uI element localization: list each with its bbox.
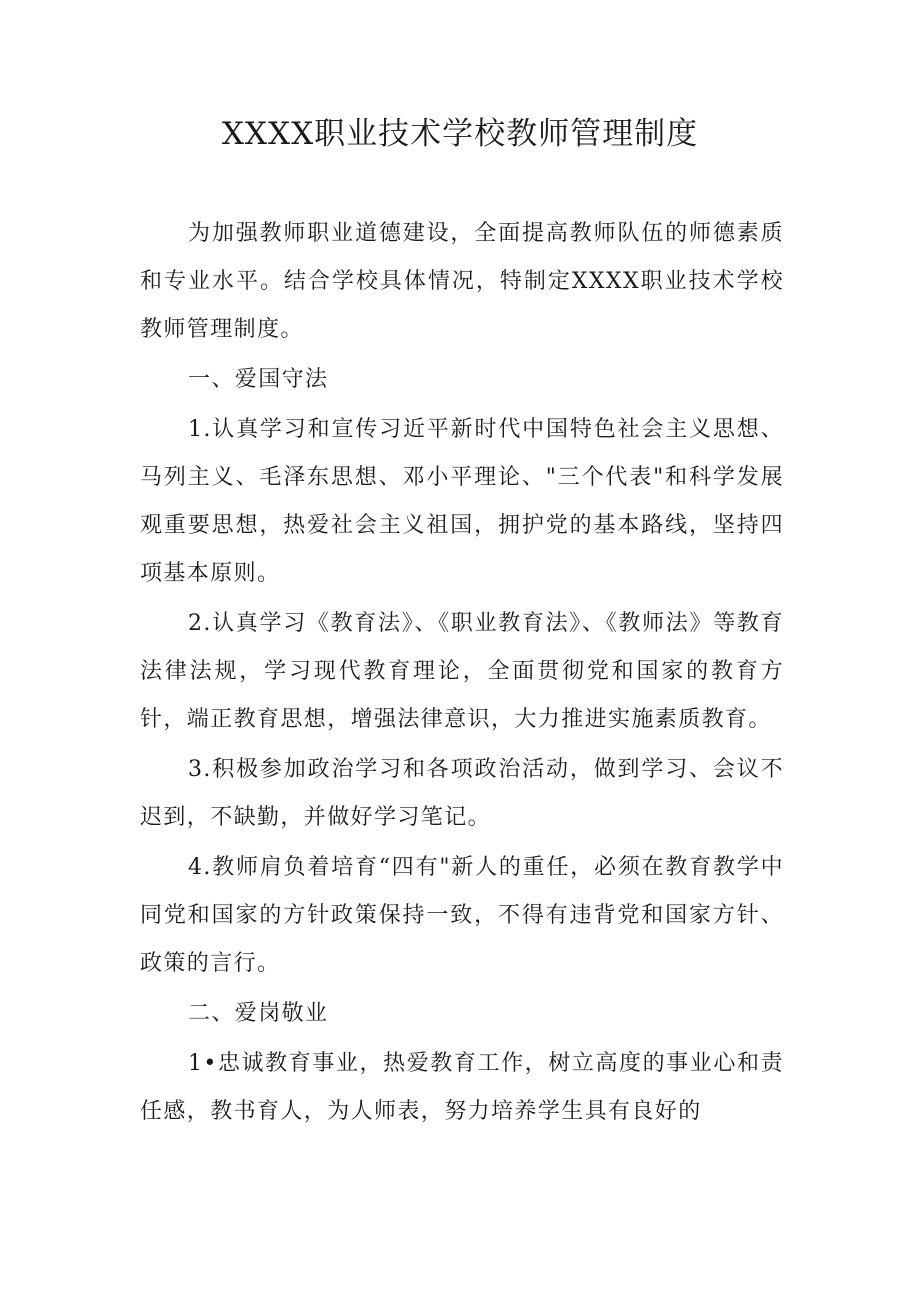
list-item: 4.教师肩负着培育“四有"新人的重任，必须在教育教学中同党和国家的方针政策保持一致，不得有违背党和国家方针、政策的言行。	[140, 855, 784, 976]
list-item: 3.积极参加政治学习和各项政治活动，做到学习、会议不迟到，不缺勤，并做好学习笔记。	[140, 757, 784, 830]
section-heading-patriotism: 一、爱国守法	[188, 367, 329, 392]
document-body	[140, 210, 784, 1138]
intro-paragraph: 为加强教师职业道德建设，全面提高教师队伍的师德素质和专业水平。结合学校具体情况，特制定XXXX职业技术学校教师管理制度。	[140, 221, 784, 342]
section-heading-dedication: 二、爱岗敬业	[188, 1001, 329, 1026]
document-title: XXXX职业技术学校教师管理制度	[221, 116, 699, 152]
list-item: 2.认真学习《教育法》、《职业教育法》、《教师法》等教育法律法规，学习现代教育理论，全面贯彻党和国家的教育方针，端正教育思想，增强法律意识，大力推进实施素质教育。	[140, 611, 784, 732]
list-item: 1•忠诚教育事业，热爱教育工作，树立高度的事业心和责任感，教书育人，为人师表，努力培养学生具有良好的	[140, 1051, 784, 1124]
list-item: 1.认真学习和宣传习近平新时代中国特色社会主义思想、马列主义、毛泽东思想、邓小平理论、"三个代表"和科学发展观重要思想，热爱社会主义祖国，拥护党的基本路线，坚持四项基本原则。	[140, 417, 784, 586]
